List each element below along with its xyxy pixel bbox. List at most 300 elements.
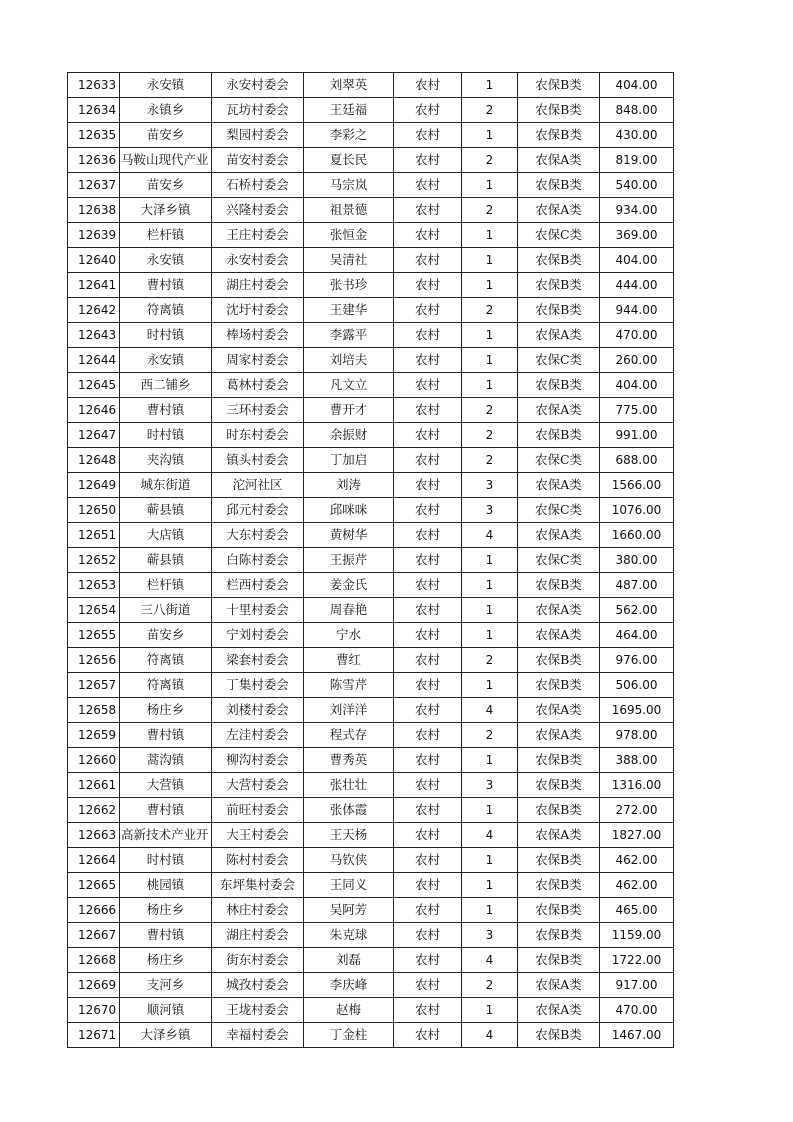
table-row	[68, 548, 674, 573]
insurance-category-cell: 农保B类	[518, 873, 600, 898]
record-id-cell: 12644	[68, 348, 120, 373]
record-id-cell: 12666	[68, 898, 120, 923]
table-row	[68, 348, 674, 373]
record-id-cell: 12670	[68, 998, 120, 1023]
amount-cell: 934.00	[600, 198, 674, 223]
area-type-cell: 农村	[394, 973, 462, 998]
person-name-cell: 赵梅	[304, 998, 394, 1023]
town-cell: 曹村镇	[120, 923, 212, 948]
village-committee-cell: 湖庄村委会	[212, 923, 304, 948]
record-id-cell: 12661	[68, 773, 120, 798]
table-row	[68, 873, 674, 898]
amount-cell: 462.00	[600, 848, 674, 873]
person-name-cell: 夏长民	[304, 148, 394, 173]
village-committee-cell: 梁套村委会	[212, 648, 304, 673]
village-committee-cell: 东坪集村委会	[212, 873, 304, 898]
household-count-cell: 2	[462, 298, 518, 323]
area-type-cell: 农村	[394, 573, 462, 598]
amount-cell: 464.00	[600, 623, 674, 648]
household-count-cell: 1	[462, 673, 518, 698]
record-id-cell: 12645	[68, 373, 120, 398]
amount-cell: 991.00	[600, 423, 674, 448]
village-committee-cell: 刘楼村委会	[212, 698, 304, 723]
household-count-cell: 2	[462, 423, 518, 448]
area-type-cell: 农村	[394, 623, 462, 648]
amount-cell: 848.00	[600, 98, 674, 123]
area-type-cell: 农村	[394, 498, 462, 523]
table-row	[68, 848, 674, 873]
town-cell: 高新技术产业开	[120, 823, 212, 848]
person-name-cell: 刘洋洋	[304, 698, 394, 723]
household-count-cell: 1	[462, 748, 518, 773]
table-row	[68, 898, 674, 923]
household-count-cell: 2	[462, 648, 518, 673]
town-cell: 大泽乡镇	[120, 1023, 212, 1048]
amount-cell: 1159.00	[600, 923, 674, 948]
area-type-cell: 农村	[394, 648, 462, 673]
insurance-category-cell: 农保B类	[518, 773, 600, 798]
insurance-category-cell: 农保C类	[518, 348, 600, 373]
table-row	[68, 948, 674, 973]
area-type-cell: 农村	[394, 423, 462, 448]
household-count-cell: 4	[462, 948, 518, 973]
town-cell: 曹村镇	[120, 798, 212, 823]
table-row	[68, 198, 674, 223]
village-committee-cell: 周家村委会	[212, 348, 304, 373]
insurance-category-cell: 农保B类	[518, 748, 600, 773]
town-cell: 西二铺乡	[120, 373, 212, 398]
table-row	[68, 473, 674, 498]
person-name-cell: 吴清社	[304, 248, 394, 273]
person-name-cell: 刘翠英	[304, 73, 394, 98]
village-committee-cell: 瓦坊村委会	[212, 98, 304, 123]
amount-cell: 819.00	[600, 148, 674, 173]
area-type-cell: 农村	[394, 323, 462, 348]
household-count-cell: 2	[462, 98, 518, 123]
household-count-cell: 4	[462, 823, 518, 848]
table-row	[68, 648, 674, 673]
insurance-category-cell: 农保B类	[518, 948, 600, 973]
area-type-cell: 农村	[394, 198, 462, 223]
area-type-cell: 农村	[394, 448, 462, 473]
amount-cell: 462.00	[600, 873, 674, 898]
town-cell: 大店镇	[120, 523, 212, 548]
person-name-cell: 吴阿芳	[304, 898, 394, 923]
table-row	[68, 423, 674, 448]
table-row	[68, 498, 674, 523]
table-row	[68, 923, 674, 948]
village-committee-cell: 前旺村委会	[212, 798, 304, 823]
town-cell: 符离镇	[120, 648, 212, 673]
insurance-category-cell: 农保A类	[518, 598, 600, 623]
town-cell: 永安镇	[120, 248, 212, 273]
person-name-cell: 王振芹	[304, 548, 394, 573]
person-name-cell: 王建华	[304, 298, 394, 323]
area-type-cell: 农村	[394, 473, 462, 498]
household-count-cell: 1	[462, 273, 518, 298]
town-cell: 蕲县镇	[120, 498, 212, 523]
household-count-cell: 1	[462, 73, 518, 98]
area-type-cell: 农村	[394, 523, 462, 548]
town-cell: 时村镇	[120, 848, 212, 873]
amount-cell: 272.00	[600, 798, 674, 823]
insurance-category-cell: 农保A类	[518, 398, 600, 423]
area-type-cell: 农村	[394, 373, 462, 398]
amount-cell: 688.00	[600, 448, 674, 473]
insurance-category-cell: 农保C类	[518, 498, 600, 523]
table-row	[68, 298, 674, 323]
area-type-cell: 农村	[394, 823, 462, 848]
insurance-category-cell: 农保C类	[518, 548, 600, 573]
household-count-cell: 1	[462, 323, 518, 348]
amount-cell: 1827.00	[600, 823, 674, 848]
insurance-category-cell: 农保A类	[518, 623, 600, 648]
village-committee-cell: 左洼村委会	[212, 723, 304, 748]
record-id-cell: 12643	[68, 323, 120, 348]
table-row	[68, 748, 674, 773]
town-cell: 时村镇	[120, 423, 212, 448]
insurance-category-cell: 农保B类	[518, 898, 600, 923]
town-cell: 蒿沟镇	[120, 748, 212, 773]
record-id-cell: 12650	[68, 498, 120, 523]
area-type-cell: 农村	[394, 748, 462, 773]
village-committee-cell: 梨园村委会	[212, 123, 304, 148]
town-cell: 杨庄乡	[120, 948, 212, 973]
household-count-cell: 2	[462, 723, 518, 748]
area-type-cell: 农村	[394, 873, 462, 898]
household-count-cell: 1	[462, 123, 518, 148]
table-row	[68, 123, 674, 148]
person-name-cell: 曹开才	[304, 398, 394, 423]
amount-cell: 388.00	[600, 748, 674, 773]
person-name-cell: 祖景德	[304, 198, 394, 223]
area-type-cell: 农村	[394, 898, 462, 923]
table-row	[68, 248, 674, 273]
person-name-cell: 曹红	[304, 648, 394, 673]
town-cell: 曹村镇	[120, 273, 212, 298]
amount-cell: 465.00	[600, 898, 674, 923]
insurance-category-cell: 农保B类	[518, 923, 600, 948]
household-count-cell: 1	[462, 373, 518, 398]
amount-cell: 380.00	[600, 548, 674, 573]
area-type-cell: 农村	[394, 548, 462, 573]
person-name-cell: 刘涛	[304, 473, 394, 498]
record-id-cell: 12639	[68, 223, 120, 248]
person-name-cell: 马宗岚	[304, 173, 394, 198]
amount-cell: 506.00	[600, 673, 674, 698]
amount-cell: 487.00	[600, 573, 674, 598]
amount-cell: 976.00	[600, 648, 674, 673]
table-row	[68, 673, 674, 698]
insurance-category-cell: 农保B类	[518, 173, 600, 198]
village-committee-cell: 大东村委会	[212, 523, 304, 548]
record-id-cell: 12654	[68, 598, 120, 623]
insurance-category-cell: 农保B类	[518, 73, 600, 98]
insurance-category-cell: 农保B类	[518, 98, 600, 123]
insurance-category-cell: 农保A类	[518, 473, 600, 498]
insurance-category-cell: 农保A类	[518, 723, 600, 748]
household-count-cell: 1	[462, 248, 518, 273]
village-committee-cell: 湖庄村委会	[212, 273, 304, 298]
village-committee-cell: 大营村委会	[212, 773, 304, 798]
insurance-category-cell: 农保B类	[518, 1023, 600, 1048]
town-cell: 支河乡	[120, 973, 212, 998]
area-type-cell: 农村	[394, 698, 462, 723]
household-count-cell: 3	[462, 473, 518, 498]
village-committee-cell: 石桥村委会	[212, 173, 304, 198]
record-id-cell: 12658	[68, 698, 120, 723]
household-count-cell: 1	[462, 348, 518, 373]
household-count-cell: 1	[462, 848, 518, 873]
amount-cell: 444.00	[600, 273, 674, 298]
household-count-cell: 1	[462, 573, 518, 598]
person-name-cell: 凡文立	[304, 373, 394, 398]
record-id-cell: 12669	[68, 973, 120, 998]
village-committee-cell: 永安村委会	[212, 248, 304, 273]
town-cell: 城东街道	[120, 473, 212, 498]
household-count-cell: 2	[462, 398, 518, 423]
record-id-cell: 12653	[68, 573, 120, 598]
town-cell: 苗安乡	[120, 623, 212, 648]
village-committee-cell: 街东村委会	[212, 948, 304, 973]
record-id-cell: 12652	[68, 548, 120, 573]
village-committee-cell: 宁刘村委会	[212, 623, 304, 648]
record-id-cell: 12647	[68, 423, 120, 448]
town-cell: 大营镇	[120, 773, 212, 798]
insurance-category-cell: 农保B类	[518, 673, 600, 698]
table-row	[68, 73, 674, 98]
amount-cell: 369.00	[600, 223, 674, 248]
village-committee-cell: 镇头村委会	[212, 448, 304, 473]
area-type-cell: 农村	[394, 723, 462, 748]
record-id-cell: 12646	[68, 398, 120, 423]
person-name-cell: 王天杨	[304, 823, 394, 848]
table-row	[68, 1023, 674, 1048]
town-cell: 苗安乡	[120, 173, 212, 198]
town-cell: 栏杆镇	[120, 573, 212, 598]
amount-cell: 470.00	[600, 323, 674, 348]
village-committee-cell: 棒场村委会	[212, 323, 304, 348]
record-id-cell: 12649	[68, 473, 120, 498]
town-cell: 符离镇	[120, 673, 212, 698]
town-cell: 夹沟镇	[120, 448, 212, 473]
village-committee-cell: 林庄村委会	[212, 898, 304, 923]
insurance-category-cell: 农保C类	[518, 223, 600, 248]
insurance-category-cell: 农保A类	[518, 823, 600, 848]
village-committee-cell: 沈圩村委会	[212, 298, 304, 323]
person-name-cell: 余振财	[304, 423, 394, 448]
table-row	[68, 598, 674, 623]
table-row	[68, 523, 674, 548]
table-row	[68, 173, 674, 198]
village-committee-cell: 三环村委会	[212, 398, 304, 423]
area-type-cell: 农村	[394, 223, 462, 248]
household-count-cell: 3	[462, 923, 518, 948]
table-row	[68, 973, 674, 998]
household-count-cell: 1	[462, 623, 518, 648]
town-cell: 苗安乡	[120, 123, 212, 148]
record-id-cell: 12633	[68, 73, 120, 98]
amount-cell: 1467.00	[600, 1023, 674, 1048]
area-type-cell: 农村	[394, 798, 462, 823]
record-id-cell: 12655	[68, 623, 120, 648]
amount-cell: 1722.00	[600, 948, 674, 973]
area-type-cell: 农村	[394, 348, 462, 373]
area-type-cell: 农村	[394, 123, 462, 148]
amount-cell: 775.00	[600, 398, 674, 423]
record-id-cell: 12637	[68, 173, 120, 198]
record-id-cell: 12664	[68, 848, 120, 873]
person-name-cell: 李彩之	[304, 123, 394, 148]
town-cell: 时村镇	[120, 323, 212, 348]
town-cell: 符离镇	[120, 298, 212, 323]
table-row	[68, 698, 674, 723]
record-id-cell: 12665	[68, 873, 120, 898]
insurance-category-cell: 农保A类	[518, 973, 600, 998]
amount-cell: 430.00	[600, 123, 674, 148]
town-cell: 栏杆镇	[120, 223, 212, 248]
record-id-cell: 12641	[68, 273, 120, 298]
record-id-cell: 12667	[68, 923, 120, 948]
person-name-cell: 黄树华	[304, 523, 394, 548]
table-row	[68, 398, 674, 423]
area-type-cell: 农村	[394, 298, 462, 323]
record-id-cell: 12663	[68, 823, 120, 848]
area-type-cell: 农村	[394, 173, 462, 198]
table-row	[68, 323, 674, 348]
area-type-cell: 农村	[394, 673, 462, 698]
table-row	[68, 148, 674, 173]
record-id-cell: 12659	[68, 723, 120, 748]
village-committee-cell: 沱河社区	[212, 473, 304, 498]
amount-cell: 470.00	[600, 998, 674, 1023]
table-body	[68, 73, 674, 1048]
household-count-cell: 2	[462, 973, 518, 998]
table-row	[68, 623, 674, 648]
village-committee-cell: 白陈村委会	[212, 548, 304, 573]
insurance-category-cell: 农保B类	[518, 298, 600, 323]
person-name-cell: 程式存	[304, 723, 394, 748]
area-type-cell: 农村	[394, 98, 462, 123]
village-committee-cell: 邱元村委会	[212, 498, 304, 523]
amount-cell: 404.00	[600, 248, 674, 273]
insurance-category-cell: 农保A类	[518, 323, 600, 348]
person-name-cell: 李庆峰	[304, 973, 394, 998]
insurance-category-cell: 农保B类	[518, 248, 600, 273]
record-id-cell: 12671	[68, 1023, 120, 1048]
amount-cell: 1316.00	[600, 773, 674, 798]
person-name-cell: 刘磊	[304, 948, 394, 973]
insurance-category-cell: 农保A类	[518, 698, 600, 723]
person-name-cell: 陈雪芹	[304, 673, 394, 698]
area-type-cell: 农村	[394, 73, 462, 98]
person-name-cell: 宁水	[304, 623, 394, 648]
amount-cell: 978.00	[600, 723, 674, 748]
insurance-category-cell: 农保A类	[518, 198, 600, 223]
household-count-cell: 1	[462, 598, 518, 623]
area-type-cell: 农村	[394, 273, 462, 298]
village-committee-cell: 苗安村委会	[212, 148, 304, 173]
town-cell: 顺河镇	[120, 998, 212, 1023]
town-cell: 永镇乡	[120, 98, 212, 123]
area-type-cell: 农村	[394, 948, 462, 973]
person-name-cell: 李露平	[304, 323, 394, 348]
village-committee-cell: 兴隆村委会	[212, 198, 304, 223]
table-row	[68, 798, 674, 823]
household-count-cell: 3	[462, 498, 518, 523]
amount-cell: 944.00	[600, 298, 674, 323]
table-row	[68, 823, 674, 848]
household-count-cell: 1	[462, 873, 518, 898]
insurance-category-cell: 农保B类	[518, 573, 600, 598]
record-id-cell: 12635	[68, 123, 120, 148]
amount-cell: 1076.00	[600, 498, 674, 523]
insurance-category-cell: 农保B类	[518, 423, 600, 448]
household-count-cell: 4	[462, 1023, 518, 1048]
amount-cell: 404.00	[600, 73, 674, 98]
insurance-category-cell: 农保B类	[518, 798, 600, 823]
household-count-cell: 4	[462, 698, 518, 723]
village-committee-cell: 大王村委会	[212, 823, 304, 848]
town-cell: 桃园镇	[120, 873, 212, 898]
person-name-cell: 曹秀英	[304, 748, 394, 773]
amount-cell: 917.00	[600, 973, 674, 998]
area-type-cell: 农村	[394, 248, 462, 273]
village-committee-cell: 十里村委会	[212, 598, 304, 623]
village-committee-cell: 王庄村委会	[212, 223, 304, 248]
household-count-cell: 2	[462, 448, 518, 473]
table-row	[68, 273, 674, 298]
insurance-category-cell: 农保B类	[518, 373, 600, 398]
insurance-category-cell: 农保B类	[518, 848, 600, 873]
area-type-cell: 农村	[394, 773, 462, 798]
town-cell: 三八街道	[120, 598, 212, 623]
record-id-cell: 12657	[68, 673, 120, 698]
village-committee-cell: 柳沟村委会	[212, 748, 304, 773]
village-committee-cell: 幸福村委会	[212, 1023, 304, 1048]
amount-cell: 562.00	[600, 598, 674, 623]
amount-cell: 404.00	[600, 373, 674, 398]
person-name-cell: 王同义	[304, 873, 394, 898]
record-id-cell: 12648	[68, 448, 120, 473]
household-count-cell: 4	[462, 523, 518, 548]
household-count-cell: 1	[462, 548, 518, 573]
amount-cell: 1566.00	[600, 473, 674, 498]
table-row	[68, 448, 674, 473]
village-committee-cell: 时东村委会	[212, 423, 304, 448]
village-committee-cell: 葛林村委会	[212, 373, 304, 398]
allowance-table	[67, 72, 674, 1048]
amount-cell: 1660.00	[600, 523, 674, 548]
record-id-cell: 12668	[68, 948, 120, 973]
person-name-cell: 王廷福	[304, 98, 394, 123]
town-cell: 马鞍山现代产业	[120, 148, 212, 173]
insurance-category-cell: 农保B类	[518, 273, 600, 298]
person-name-cell: 朱克球	[304, 923, 394, 948]
insurance-category-cell: 农保A类	[518, 998, 600, 1023]
village-committee-cell: 王垅村委会	[212, 998, 304, 1023]
town-cell: 杨庄乡	[120, 698, 212, 723]
town-cell: 大泽乡镇	[120, 198, 212, 223]
insurance-category-cell: 农保C类	[518, 448, 600, 473]
town-cell: 永安镇	[120, 348, 212, 373]
record-id-cell: 12660	[68, 748, 120, 773]
town-cell: 永安镇	[120, 73, 212, 98]
person-name-cell: 周春艳	[304, 598, 394, 623]
amount-cell: 1695.00	[600, 698, 674, 723]
table-row	[68, 998, 674, 1023]
household-count-cell: 2	[462, 148, 518, 173]
